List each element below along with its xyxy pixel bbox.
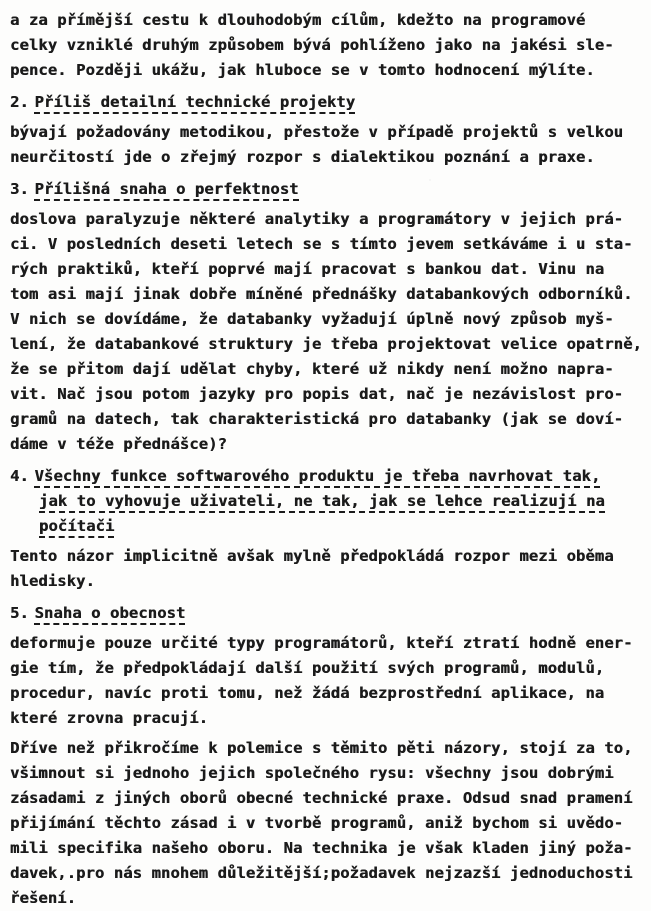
text-line: zásadami z jiných oborů obecné technické praxe. Odsud snad pramení — [10, 789, 633, 807]
heading-number: 2. — [10, 93, 29, 111]
text-line: vit. Nač jsou potom jazyky pro popis dat, nač je nezávislost pro- — [10, 385, 624, 403]
text-line: procedur, navíc proti tomu, než žádá bezprostřední aplikace, na — [10, 684, 605, 702]
heading-title-underlined: Příliš detailní technické projekty — [34, 93, 355, 114]
text-line — [10, 489, 641, 514]
text-line: bývají požadovány metodikou, přestože v případě projektů s velkou — [10, 123, 624, 141]
text-line: ci. V posledních deseti letech se s tímto jevem setkáváme i u sta- — [10, 235, 633, 253]
paragraph — [10, 544, 641, 594]
heading-title-underlined: jak to vyhovuje uživateli, ne tak, jak se lehce realizují na — [39, 492, 605, 513]
paragraph — [10, 8, 641, 83]
text-line: které zrovna pracují. — [10, 709, 209, 727]
text-line: pence. Později ukážu, jak hluboce se v tomto hodnocení mýlíte. — [10, 61, 595, 79]
text-line: gie tím, že předpokládají další použití svých programů, modulů, — [10, 659, 605, 677]
heading-number: 5. — [10, 604, 29, 622]
text-line: řešení. — [10, 889, 77, 907]
text-line: a za přímější cestu k dlouhodobým cílům, kdežto na programové — [10, 11, 586, 29]
text-line — [10, 464, 641, 489]
text-line: že se přitom dají udělat chyby, které už nikdy není možno napra- — [10, 360, 614, 378]
section-heading — [10, 601, 641, 626]
section-heading — [10, 177, 641, 202]
text-line — [10, 601, 641, 626]
heading-title-underlined: Přílišná snaha o perfektnost — [34, 180, 298, 201]
paragraph — [10, 736, 641, 911]
text-line: mili specifika našeho oboru. Na technika je však kladen jiný poža- — [10, 839, 633, 857]
text-line: hledisky. — [10, 572, 95, 590]
paragraph — [10, 120, 641, 170]
section-heading — [10, 464, 641, 539]
text-line: deformuje pouze určité typy programátorů, kteří ztratí hodně ener- — [10, 634, 633, 652]
heading-title-underlined: Snaha o obecnost — [34, 604, 185, 625]
heading-title-underlined: Všechny funkce softwarového produktu je třeba navrhovat tak, — [34, 467, 600, 488]
heading-number: 3. — [10, 180, 29, 198]
heading-number: 4. — [10, 467, 29, 485]
section-heading — [10, 90, 641, 115]
text-line: Tento názor implicitně avšak mylně předpokládá rozpor mezi oběma — [10, 547, 614, 565]
text-line: gramů na datech, tak charakteristická pro databanky (jak se doví- — [10, 410, 624, 428]
text-line: davek,.pro nás mnohem důležitější;požadavek nejzazší jednoduchosti — [10, 864, 633, 882]
text-line: dáme v téže přednášce)? — [10, 435, 227, 453]
text-line: Dříve než přikročíme k polemice s těmito pěti názory, stojí za to, — [10, 739, 633, 757]
paragraph — [10, 631, 641, 731]
text-line: tom asi mají jinak dobře míněné přednášky databankových odborníků. — [10, 285, 633, 303]
text-line: přijímání těchto zásad i v tvorbě programů, aniž bychom si uvědo- — [10, 814, 624, 832]
text-line: lení, že databankové struktury je třeba projektovat velice opatrně, — [10, 335, 642, 353]
text-line: V nich se dovídáme, že databanky vyžadují úplně nový způsob myš- — [10, 310, 614, 328]
heading-title-underlined: počítači — [39, 517, 114, 538]
text-line — [10, 177, 641, 202]
text-line: neurčitostí jde o zřejmý rozpor s dialektikou poznání a praxe. — [10, 148, 595, 166]
text-line: celky vzniklé druhým způsobem bývá pohlíženo jako na jakési sle- — [10, 36, 614, 54]
text-line: rých praktiků, kteří poprvé mají pracovat s bankou dat. Vinu na — [10, 260, 605, 278]
text-line: doslova paralyzuje některé analytiky a programátory v jejich prá- — [10, 210, 624, 228]
text-line — [10, 514, 641, 539]
text-line — [10, 90, 641, 115]
paragraph — [10, 207, 641, 457]
text-line: všimnout si jednoho jejich společného rysu: všechny jsou dobrými — [10, 764, 614, 782]
